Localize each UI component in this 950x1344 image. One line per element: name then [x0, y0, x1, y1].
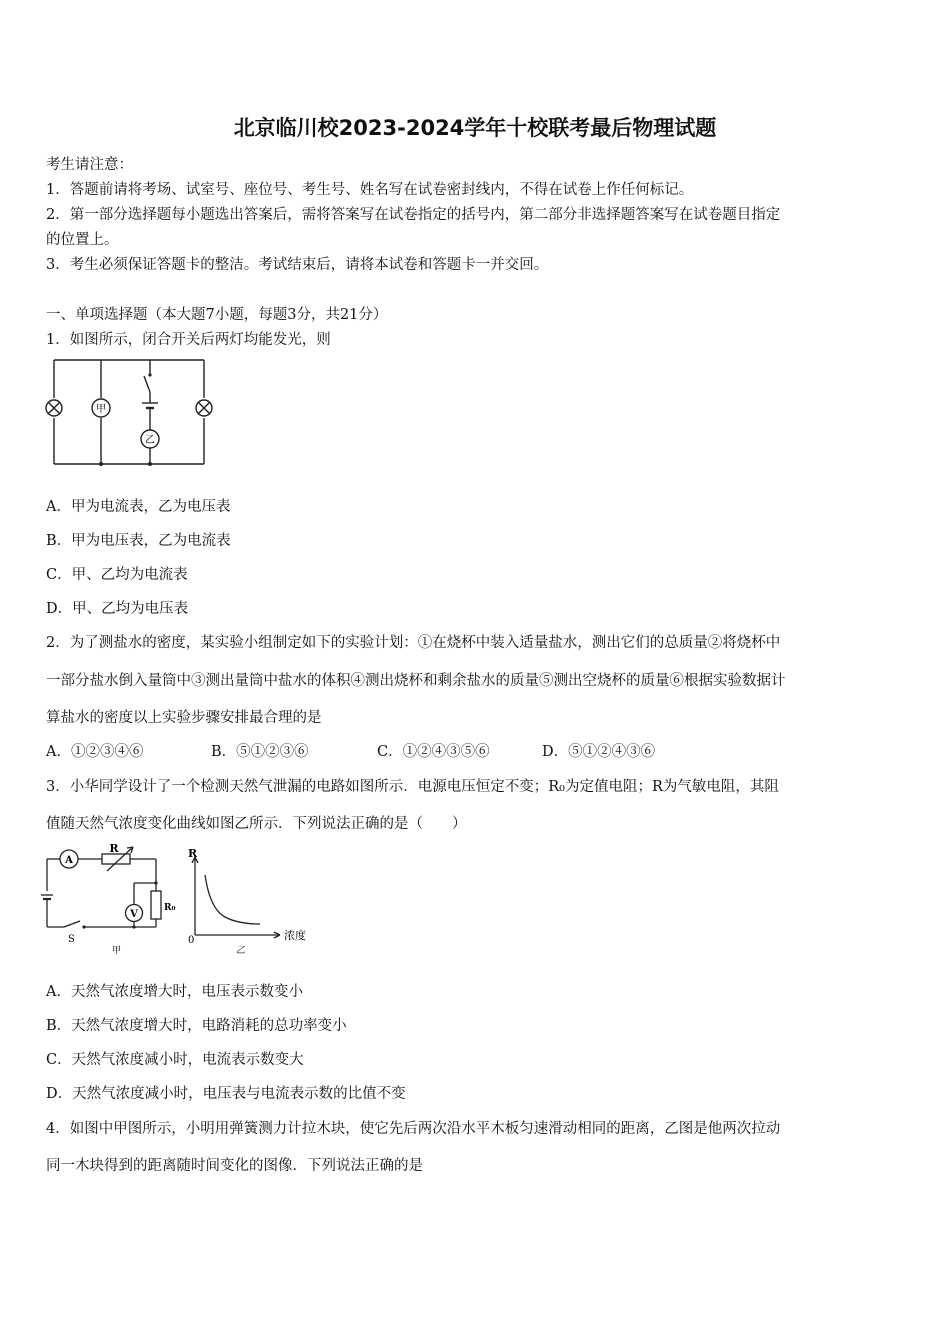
- notice-item-3: 3．考生必须保证答题卡的整洁。考试结束后，请将本试卷和答题卡一并交回。: [46, 257, 549, 273]
- graph-y-label: R: [188, 847, 198, 860]
- q2-line-2: 一部分盐水倒入量筒中③测出量筒中盐水的体积④测出烧杯和剩余盐水的质量⑤测出空烧杯的质量⑥根据实验数据计: [46, 673, 786, 689]
- q3-option-a: A．天然气浓度增大时，电压表示数变小: [46, 984, 303, 1000]
- notice-item-2-cont: 的位置上。: [46, 232, 119, 248]
- resistor-r-label: R: [109, 843, 119, 855]
- notice-item-2: 2．第一部分选择题每小题选出答案后，需将答案写在试卷指定的括号内，第二部分非选择题答案写在试卷题目指定: [46, 207, 781, 223]
- notice-heading: 考生请注意：: [46, 157, 133, 173]
- q3-line-1: 3．小华同学设计了一个检测天然气泄漏的电路如图所示．电源电压恒定不变；R₀为定值电阻；R为气敏电阻，其阻: [46, 779, 779, 795]
- figure-right-label: 乙: [236, 946, 246, 955]
- ammeter-label: A: [65, 855, 73, 866]
- exam-title: 北京临川校2023-2024学年十校联考最后物理试题: [233, 116, 717, 140]
- graph-curve: [205, 875, 260, 924]
- q1-option-c: C．甲、乙均为电流表: [46, 567, 188, 583]
- graph-origin-label: 0: [188, 935, 195, 946]
- fixed-resistor-label: R₀: [164, 903, 176, 913]
- junction-dot: [148, 373, 151, 376]
- q3-line-2: 值随天然气浓度变化曲线如图乙所示．下列说法正确的是（ ）: [46, 816, 467, 832]
- q2-option-b: B．⑤①②③⑥: [211, 744, 309, 760]
- graph-x-label: 浓度: [284, 929, 306, 942]
- q3-option-d: D．天然气浓度减小时，电压表与电流表示数的比值不变: [46, 1086, 406, 1102]
- figure-left-label: 甲: [112, 946, 122, 955]
- junction-dot: [132, 925, 135, 928]
- section-heading: 一、单项选择题（本大题7小题，每题3分，共21分）: [46, 307, 388, 323]
- q2-option-c: C．①②④③⑤⑥: [377, 744, 490, 760]
- q4-line-2: 同一木块得到的距离随时间变化的图像．下列说法正确的是: [46, 1158, 423, 1174]
- switch-label: S: [68, 934, 75, 945]
- lamp-left-icon: [46, 400, 62, 416]
- meter-a-label: 甲: [96, 404, 106, 415]
- q3-option-c: C．天然气浓度减小时，电流表示数变大: [46, 1052, 304, 1068]
- junction-dot: [82, 925, 85, 928]
- meter-b-label: 乙: [145, 435, 155, 446]
- q1-stem: 1．如图所示，闭合开关后两灯均能发光，则: [46, 332, 331, 348]
- junction-dot: [148, 462, 152, 466]
- q2-option-a: A．①②③④⑥: [46, 744, 144, 760]
- resistor-r0-icon: [151, 891, 161, 919]
- q2-line-1: 2．为了测盐水的密度，某实验小组制定如下的实验计划：①在烧杯中装入适量盐水，测出它们的总质量②将烧杯中: [46, 635, 781, 651]
- notice-item-1: 1．答题前请将考场、试室号、座位号、考生号、姓名写在试卷密封线内，不得在试卷上作任何标记。: [46, 182, 694, 198]
- q1-option-a: A．甲为电流表，乙为电压表: [46, 499, 231, 515]
- lamp-right-icon: [196, 400, 212, 416]
- voltmeter-label: V: [130, 909, 138, 920]
- q1-option-b: B．甲为电压表，乙为电流表: [46, 533, 231, 549]
- q3-option-b: B．天然气浓度增大时，电路消耗的总功率变小: [46, 1018, 347, 1034]
- junction-dot: [154, 881, 157, 884]
- q1-circuit-figure: [44, 354, 224, 472]
- q4-line-1: 4．如图中甲图所示，小明用弹簧测力计拉木块，使它先后两次沿水平木板匀速滑动相同的距离，乙图是他两次拉动: [46, 1121, 781, 1137]
- q3-figure: [40, 843, 330, 955]
- q2-option-d: D．⑤①②④③⑥: [542, 744, 656, 760]
- q1-option-d: D．甲、乙均为电压表: [46, 601, 189, 617]
- switch-icon: [144, 376, 150, 392]
- switch-s-icon: [64, 921, 80, 927]
- q2-line-3: 算盐水的密度以上实验步骤安排最合理的是: [46, 710, 322, 726]
- junction-dot: [99, 462, 103, 466]
